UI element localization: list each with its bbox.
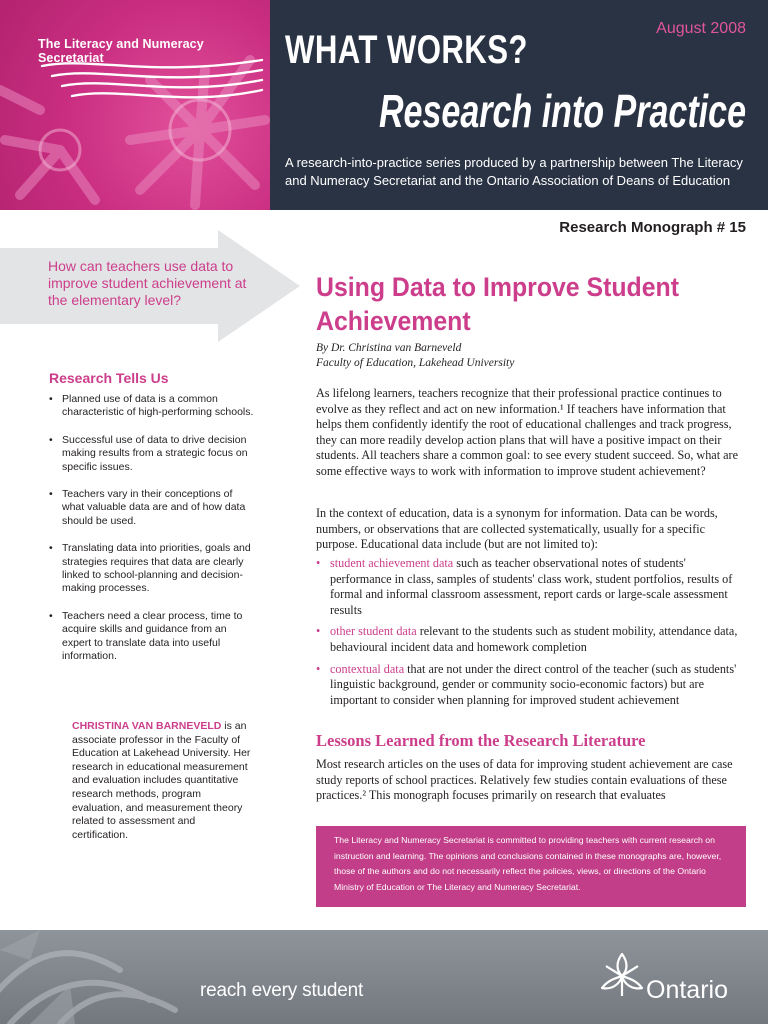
author-bio-name: CHRISTINA VAN BARNEVELD (72, 720, 222, 732)
data-type-term: student achievement data (330, 556, 454, 570)
article-title: Using Data to Improve Student Achievement (316, 272, 679, 336)
issue-date: August 2008 (656, 20, 746, 37)
list-item (49, 610, 254, 664)
author-bio (72, 720, 252, 842)
data-type-term: contextual data (330, 661, 405, 676)
secretariat-name: The Literacy and Numeracy Secretariat (38, 37, 204, 65)
disclaimer-notice: The Literacy and Numeracy Secretariat is committed to providing teachers with current research on instruction and learning. The opinions and conclusions contained in these monographs are, however, those of the authors and do not necessarily reflect the policies, views, or directions of the Ontario Ministry of Education or The Literacy and Numeracy Secretariat. (316, 826, 746, 907)
data-types-list (316, 556, 746, 714)
research-tells-us-list (49, 393, 254, 678)
bullet-icon: • (49, 609, 53, 622)
list-item-text: Teachers vary in their conceptions of what valuable data are and of how data should be used. (62, 488, 246, 527)
monograph-number: Research Monograph # 15 (559, 219, 746, 236)
guiding-question: How can teachers use data to improve student achievement at the elementary level? (48, 258, 247, 308)
trillium-icon (598, 950, 646, 998)
list-item (49, 434, 254, 474)
bullet-icon: • (316, 661, 321, 676)
list-item (316, 556, 746, 618)
data-type-text: that are not under the direct control of the teacher (such as students' linguistic background, gender or community socio-economic factors) but are important to consider when planning for improved student achievement (330, 661, 737, 707)
list-item (49, 542, 254, 596)
lessons-paragraph: Most research articles on the uses of data for improving student achievement are case study reports of school practices. Relatively few studies contain evaluations of these practices.² This monograph focuses primarily on research that evaluates (316, 757, 733, 803)
list-item-text: Successful use of data to drive decision making results from a strategic focus on specific issues. (62, 433, 248, 473)
swirl-decoration (0, 930, 260, 1024)
header-navy-panel (270, 0, 768, 210)
list-item-text: Planned use of data is a common characteristic of high-performing schools. (62, 393, 254, 419)
lessons-heading: Lessons Learned from the Research Literature (316, 731, 646, 750)
footer-banner (0, 930, 768, 1024)
list-item (49, 488, 254, 528)
series-title: WHAT WORKS? (285, 28, 528, 72)
list-item (316, 662, 746, 709)
bullet-icon: • (49, 433, 53, 446)
list-item-text: Translating data into priorities, goals and strategies requires that data are clearly linked to school-planning and decision-making processes. (62, 542, 251, 595)
author-bio-text: is an associate professor in the Faculty of Education at Lakehead University. Her research in educational measurement and evaluation includes quantitative research methods, program evaluation, and measurement theory related to assessment and certification. (72, 720, 251, 841)
list-item (316, 624, 746, 655)
bullet-icon: • (49, 542, 53, 555)
data-type-term: other student data (330, 624, 417, 639)
starburst-decoration (0, 0, 270, 210)
intro-paragraph: As lifelong learners, teachers recognize that their professional practice continues to evolve as they reflect and act on new information.¹ If teachers have information that helps them confidently identify the root of educational challenges and track progress, they can more readily develop action plans that will have a positive impact on their students. All teachers share a common goal: to see every student succeed. So, what are some effective ways to work with information to improve student achievement? (316, 386, 739, 478)
bullet-icon: • (316, 556, 321, 570)
bullet-icon: • (49, 393, 53, 405)
header-pink-panel (0, 0, 270, 210)
data-type-text: such as teacher observational notes of students' performance in class, samples of students' class work, student portfolios, results of formal and informal classroom assessment, report cards or large-scale assessment results (330, 556, 733, 617)
author-name: By Dr. Christina van Barneveld (316, 342, 462, 354)
data-type-text: relevant to the students such as student mobility, attendance data, behavioural incident data and homework completion (330, 624, 738, 654)
bullet-icon: • (316, 624, 321, 639)
author-affiliation: Faculty of Education, Lakehead University (316, 357, 515, 369)
series-description: A research-into-practice series produced by a partnership between The Literacy and Numeracy Secretariat and the Ontario Association of Deans of Education (285, 155, 743, 188)
research-tells-us-heading: Research Tells Us (49, 370, 169, 386)
series-subtitle: Research into Practice (378, 85, 746, 137)
footer-tagline: reach every student (200, 980, 364, 1001)
list-item-text: Teachers need a clear process, time to acquire skills and guidance from an expert to translate data into useful information. (62, 609, 243, 663)
bullet-icon: • (49, 488, 53, 501)
list-item (49, 393, 254, 420)
ontario-logo-text: Ontario (646, 976, 728, 1004)
byline (316, 341, 514, 371)
data-definition-paragraph: In the context of education, data is a synonym for information. Data can be words, numbers, or observations that are collected systematically, usually for a specific purpose. Educational data include (but are not limited to): (316, 506, 718, 552)
